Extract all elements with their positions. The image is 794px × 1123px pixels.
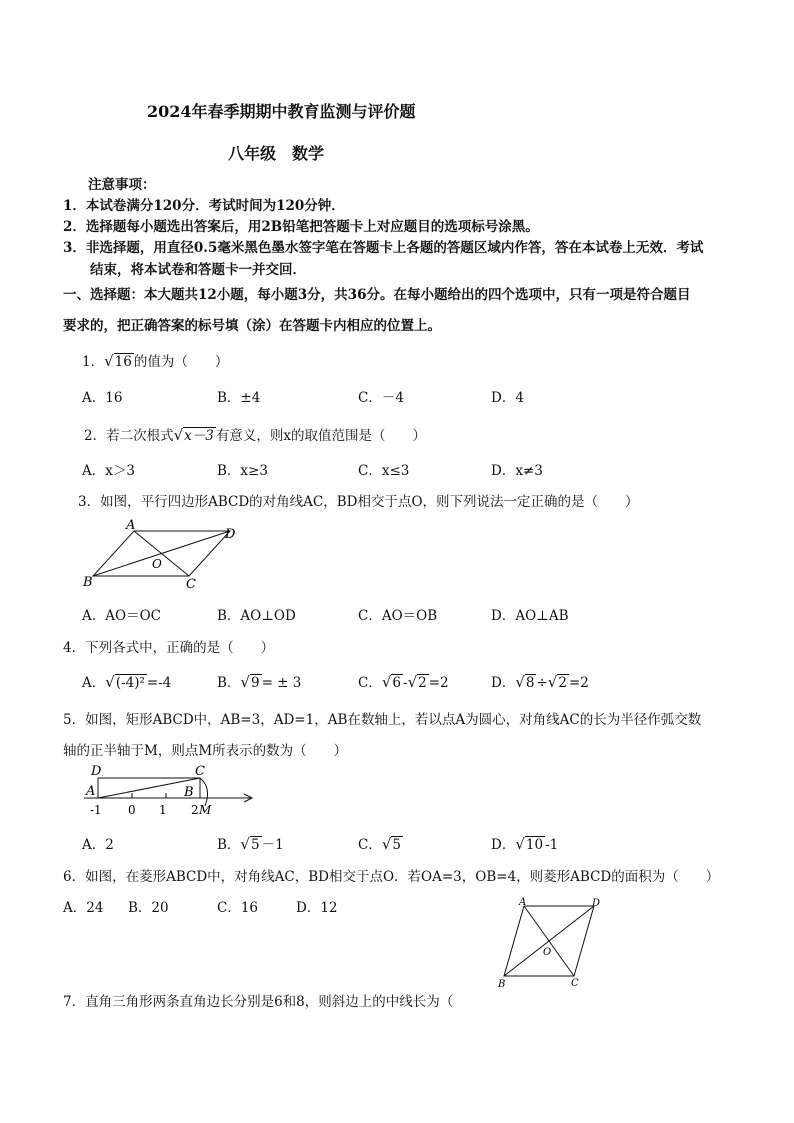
q3-option-b: B．AO⊥OD (217, 608, 296, 624)
q2-prefix: 2．若二次根式 (84, 428, 174, 444)
label-m: M (199, 803, 212, 817)
exam-title: 2024年春季期期中教育监测与评价题 (147, 102, 416, 121)
tick-label-2: 2 (191, 803, 199, 817)
q3-stem: 3．如图，平行四边形ABCD的对角线AC，BD相交于点O，则下列说法一定正确的是（ ） (78, 494, 639, 510)
q6-option-d: D．12 (296, 900, 338, 916)
notice-item-1: 1．本试卷满分120分．考试时间为120分钟． (63, 198, 345, 214)
q4-option-c (358, 671, 449, 691)
q6-stem: 6．如图，在菱形ABCD中，对角线AC，BD相交于点O．若OA=3，OB=4，则菱形ABCD的面积为（ ） (63, 869, 720, 885)
q2-option-c: C．x≤3 (358, 463, 410, 479)
exam-subtitle: 八年级 数学 (228, 144, 325, 163)
q3-option-d: D．AO⊥AB (491, 608, 569, 624)
tick-label-neg1: -1 (90, 803, 102, 817)
label-b: B (498, 979, 506, 990)
option-tail: －1 (261, 837, 284, 853)
q5-option-b (217, 833, 284, 853)
sqrt-symbol: √9 (240, 673, 260, 691)
q4-option-d (491, 671, 589, 691)
q5-stem-line1: 5．如图，矩形ABCD中，AB=3，AD=1，AB在数轴上，若以点A为圆心，对角线AC的长为半径作弧交数 (63, 712, 702, 728)
sqrt-symbol: √8 (515, 673, 535, 691)
option-tail: =-4 (146, 675, 172, 691)
label-a: A (126, 518, 136, 533)
label-o: O (543, 947, 552, 958)
sqrt-symbol: √10 (515, 835, 544, 853)
label-o: O (152, 557, 162, 571)
option-label: B． (217, 675, 241, 691)
sqrt-symbol: √16 (104, 352, 132, 370)
q1-option-d: D．4 (491, 390, 524, 406)
q3-option-c: C．AO＝OB (358, 608, 438, 624)
operator: - (403, 675, 408, 691)
option-label: B． (217, 837, 241, 853)
label-c: C (571, 978, 579, 989)
section-heading-line2: 要求的，把正确答案的标号填（涂）在答题卡内相应的位置上。 (63, 318, 441, 334)
radicand: 2 (558, 675, 567, 691)
q2-stem (84, 424, 426, 444)
radicand: 5 (250, 837, 260, 853)
q4-stem: 4．下列各式中，正确的是（ ） (63, 640, 275, 656)
label-d: D (225, 527, 236, 542)
q2-radicand: x－3 (184, 428, 214, 444)
radicand: 10 (525, 837, 544, 853)
sqrt-symbol: √5 (381, 835, 401, 853)
q7-stem: 7．直角三角形两条直角边长分别是6和8，则斜边上的中线长为（ (63, 994, 454, 1010)
tick-label-0: 0 (128, 803, 136, 817)
q5-stem-line2: 轴的正半轴于M，则点M所表示的数为（ ） (63, 743, 348, 759)
q5-number-line-figure (80, 762, 260, 820)
notice-item-3-cont: 结束，将本试卷和答题卡一并交回． (90, 262, 306, 278)
q5-option-a: A．2 (82, 837, 114, 853)
q1-text: 的值为（ ） (133, 354, 229, 370)
sqrt-symbol: √x－3 (173, 426, 214, 444)
radicand: (-4)² (115, 675, 145, 691)
sqrt-symbol: √6 (381, 673, 401, 691)
sqrt-symbol: √(-4)² (105, 673, 145, 691)
q4-option-b (217, 671, 301, 691)
label-b: B (83, 575, 93, 590)
q5-option-c (358, 833, 403, 853)
label-b: B (184, 785, 194, 800)
option-label: A． (82, 675, 106, 691)
q1-option-a: A．16 (82, 390, 123, 406)
q1-number: 1． (82, 354, 105, 370)
diagonal-bd (504, 906, 594, 976)
option-label: C． (358, 837, 382, 853)
label-d: D (91, 764, 102, 779)
q5-option-d (491, 833, 558, 853)
q6-option-b: B．20 (128, 900, 169, 916)
sqrt-symbol: √2 (407, 673, 427, 691)
section-heading-line1: 一、选择题：本大题共12小题，每小题3分，共36分。在每小题给出的四个选项中，只有一项是符合题目 (63, 287, 691, 303)
sqrt-symbol: √5 (240, 835, 260, 853)
q6-option-c: C．16 (217, 900, 259, 916)
option-label: D． (491, 837, 516, 853)
operator: ÷ (536, 675, 548, 691)
q2-option-a: A．x＞3 (82, 463, 135, 479)
notice-item-2: 2．选择题每小题选出答案后，用2B铅笔把答题卡上对应题目的选项标号涂黑。 (63, 219, 539, 235)
q6-rhombus-figure (494, 896, 606, 990)
label-a: A (519, 897, 527, 908)
notice-item-3: 3．非选择题，用直径0.5毫米黑色墨水签字笔在答题卡上各题的答题区域内作答，答在本试卷上无效．考试 (63, 240, 704, 256)
q4-option-a (82, 671, 171, 691)
tick-label-1: 1 (159, 803, 167, 817)
q1-stem (82, 350, 228, 370)
q1-radicand: 16 (114, 354, 132, 370)
q3-parallelogram-figure (78, 516, 248, 592)
q2-option-b: B．x≥3 (217, 463, 268, 479)
radicand: 6 (392, 675, 401, 691)
sqrt-symbol: √2 (547, 673, 567, 691)
q1-option-b: B．±4 (217, 390, 261, 406)
q2-option-d: D．x≠3 (491, 463, 543, 479)
option-label: C． (358, 675, 382, 691)
radicand: 8 (525, 675, 535, 691)
q1-option-c: C．－4 (358, 390, 404, 406)
label-c: C (186, 577, 196, 592)
option-tail: =2 (568, 675, 589, 691)
radicand: 2 (418, 675, 427, 691)
label-a: A (86, 784, 96, 799)
q3-option-a: A．AO＝OC (82, 608, 161, 624)
q2-suffix: 有意义，则x的取值范围是（ ） (215, 428, 426, 444)
label-d: D (592, 898, 601, 909)
radicand: 9 (250, 675, 260, 691)
option-label: D． (491, 675, 516, 691)
label-c: C (195, 764, 205, 779)
option-tail: -1 (545, 837, 559, 853)
arc-from-c (200, 778, 208, 806)
option-tail: = ± 3 (261, 675, 302, 691)
option-tail: =2 (428, 675, 449, 691)
notice-heading: 注意事项： (88, 177, 156, 193)
radicand: 5 (392, 837, 401, 853)
q6-option-a: A．24 (63, 900, 104, 916)
